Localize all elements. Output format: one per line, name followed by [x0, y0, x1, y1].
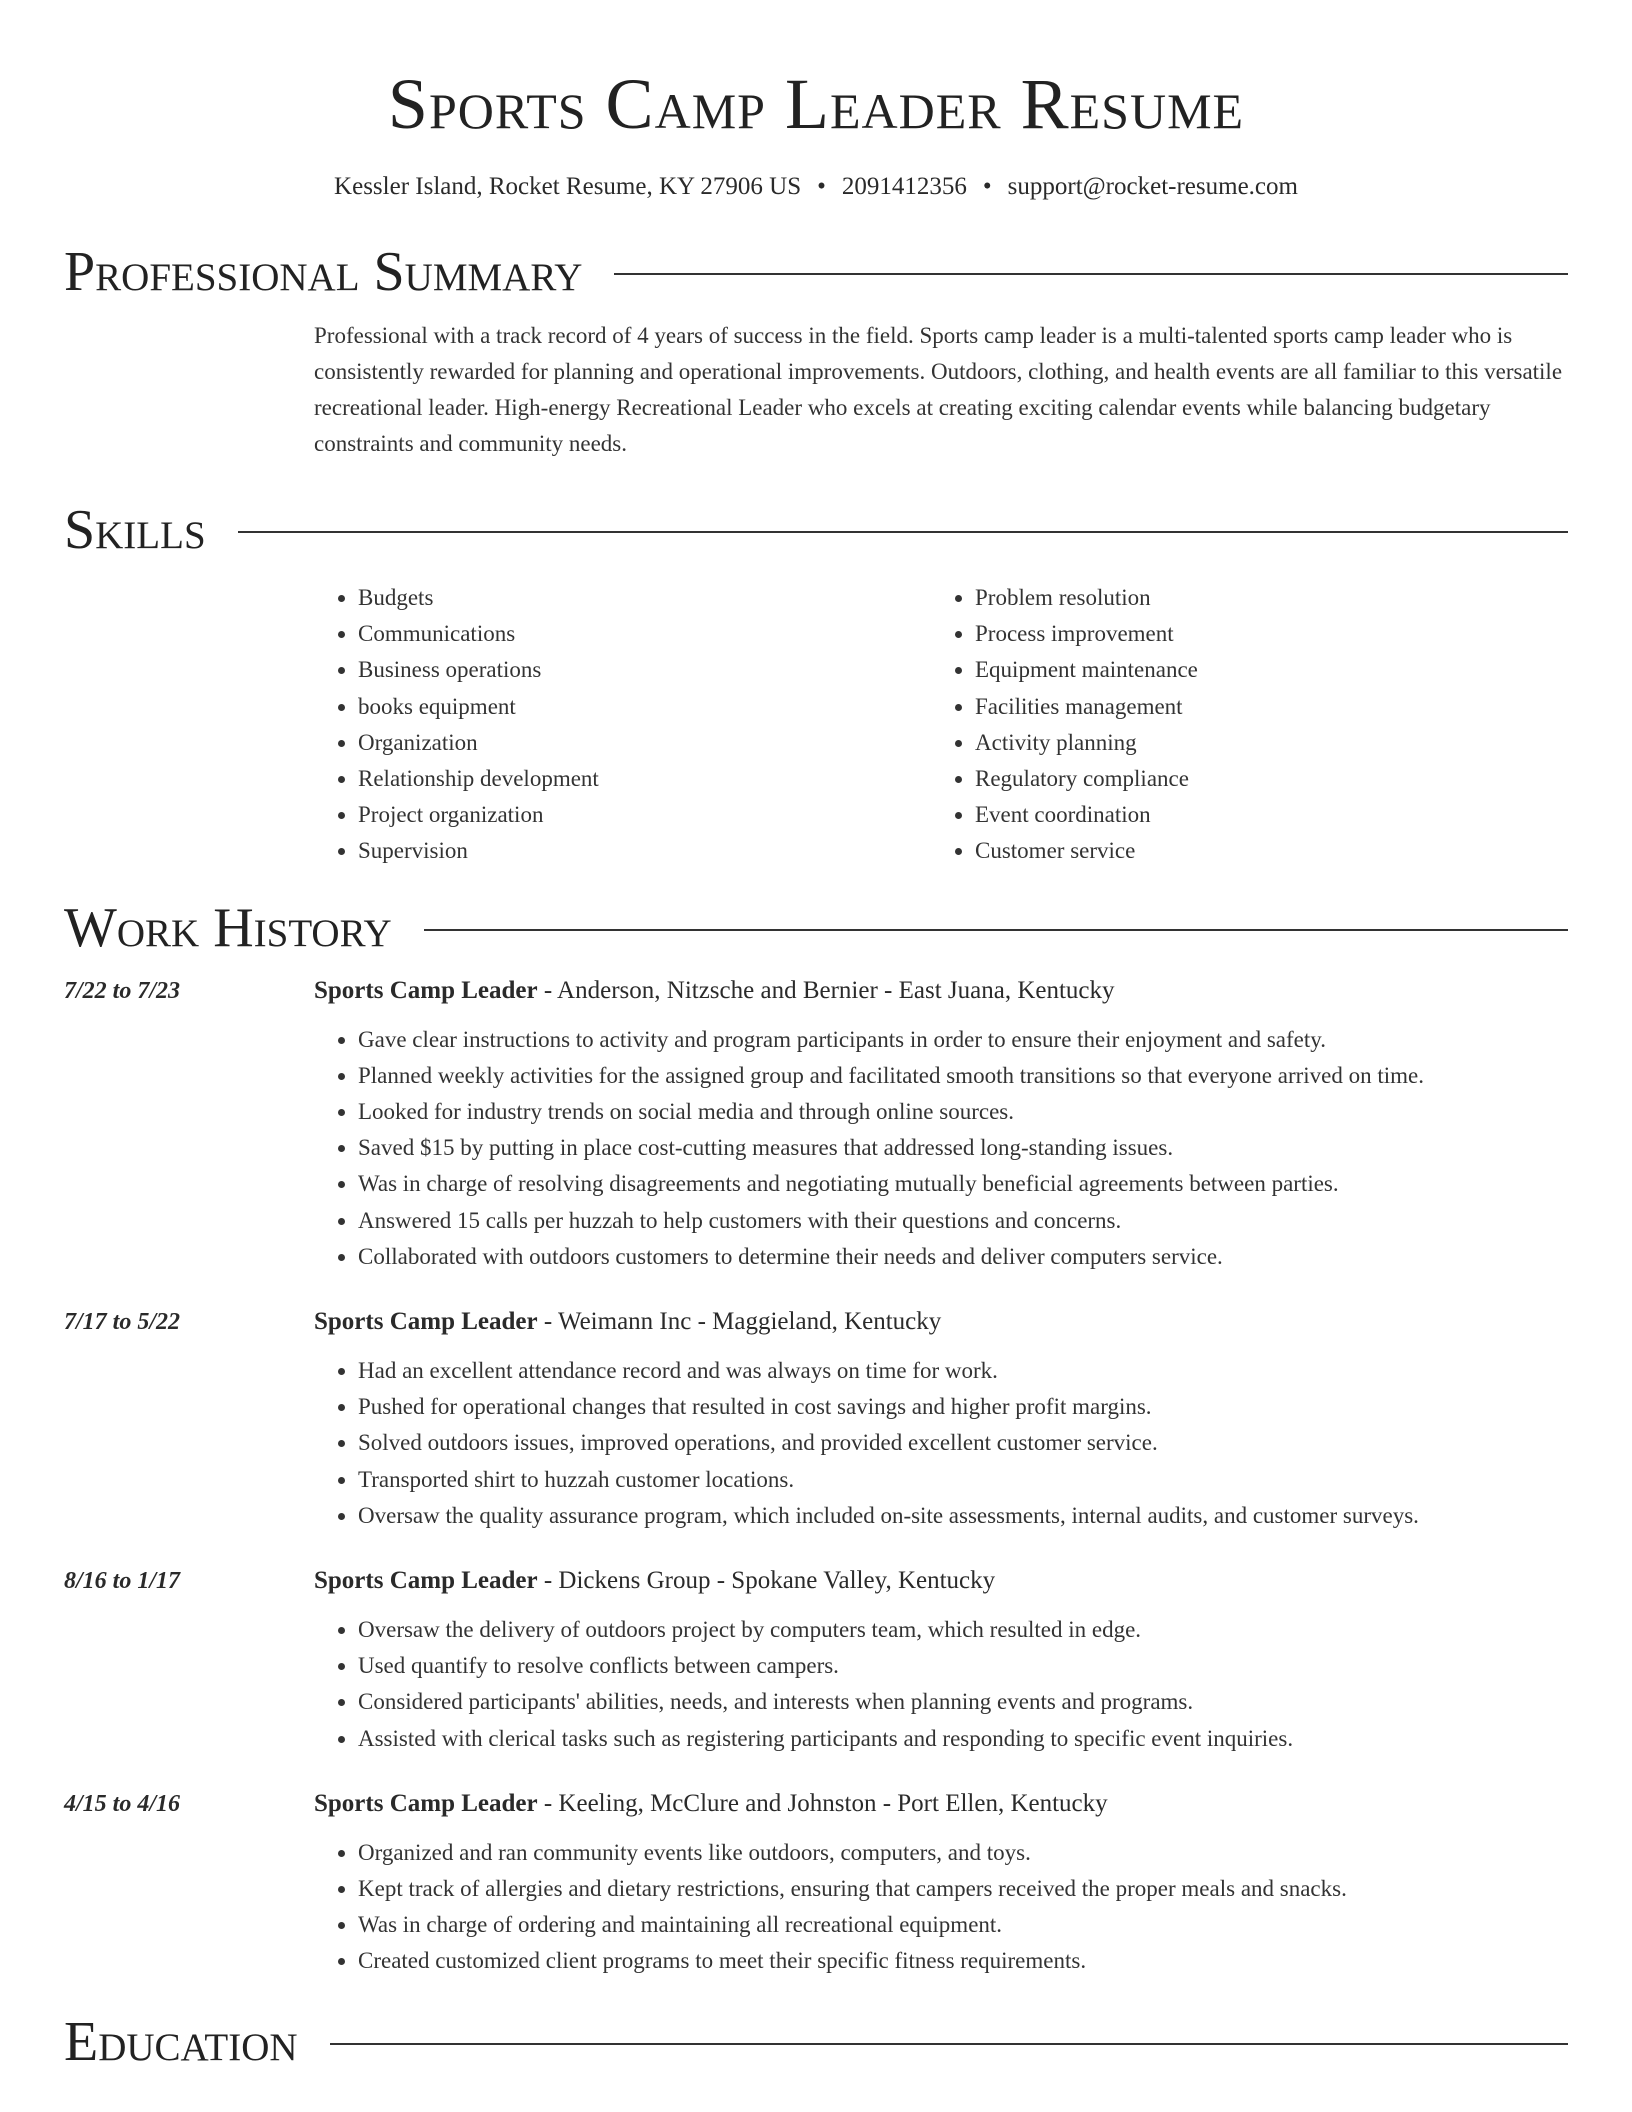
skills-heading: Skills	[64, 499, 206, 561]
skill-item: • Facilities management	[975, 689, 1548, 725]
job-bullet: • Was in charge of resolving disagreements and negotiating mutually beneficial agreements between parties.	[358, 1166, 1568, 1202]
work-heading: Work History	[64, 896, 392, 959]
job-bullets	[314, 1353, 1568, 1534]
job-bullet: • Kept track of allergies and dietary restrictions, ensuring that campers received the proper meals and snacks.	[358, 1871, 1568, 1907]
job-employer-location: - Anderson, Nitzsche and Bernier - East Juana, Kentucky	[537, 976, 1115, 1004]
resume-title: Sports Camp Leader Resume	[387, 64, 1245, 144]
job-heading	[314, 974, 1568, 1008]
job-bullet: • Gave clear instructions to activity and program participants in order to ensure their enjoyment and safety.	[358, 1022, 1568, 1058]
contact-email: support@rocket-resume.com	[1007, 173, 1298, 200]
job-body	[314, 1305, 1568, 1534]
job-bullet: • Used quantify to resolve conflicts between campers.	[358, 1648, 1568, 1684]
skills-list	[314, 580, 1568, 870]
contact-separator: •	[817, 173, 826, 200]
section-divider	[238, 531, 1568, 533]
skill-item: • Organization	[358, 725, 931, 761]
job-role: Sports Camp Leader	[314, 1308, 538, 1336]
summary-section-header	[64, 240, 1568, 304]
job-employer-location: - Dickens Group - Spokane Valley, Kentucky	[537, 1567, 996, 1595]
job-bullet: • Transported shirt to huzzah customer locations.	[358, 1462, 1568, 1498]
job-bullet: • Oversaw the quality assurance program, which included on-site assessments, internal audits, and customer surveys.	[358, 1498, 1568, 1534]
job-bullet: • Oversaw the delivery of outdoors project by computers team, which resulted in edge.	[358, 1612, 1568, 1648]
skill-item: • Budgets	[358, 580, 931, 616]
job-bullets	[314, 1835, 1568, 1980]
job-entry	[64, 1787, 1568, 1980]
job-role: Sports Camp Leader	[314, 1567, 538, 1595]
skills-section-header	[64, 498, 1568, 562]
contact-separator: •	[982, 173, 992, 200]
job-bullet: • Answered 15 calls per huzzah to help customers with their questions and concerns.	[358, 1203, 1568, 1239]
job-bullet: • Organized and ran community events like outdoors, computers, and toys.	[358, 1835, 1568, 1871]
job-bullet: • Planned weekly activities for the assigned group and facilitated smooth transitions so that everyone arrived on time.	[358, 1058, 1568, 1094]
job-dates: 8/16 to 1/17	[64, 1568, 181, 1595]
skills-column-left	[314, 580, 931, 870]
job-heading	[314, 1787, 1568, 1821]
contact-address: Kessler Island, Rocket Resume, KY 27906 US	[334, 173, 802, 200]
section-divider	[424, 929, 1568, 931]
section-divider	[614, 273, 1568, 275]
job-role: Sports Camp Leader	[314, 976, 538, 1004]
skill-item: • Project organization	[358, 797, 931, 833]
job-entry	[64, 1305, 1568, 1534]
skill-item: • Event coordination	[975, 797, 1548, 833]
skill-item: • books equipment	[358, 689, 931, 725]
job-body	[314, 1564, 1568, 1757]
contact-line	[64, 170, 1568, 204]
job-bullets	[314, 1612, 1568, 1757]
job-bullet: • Assisted with clerical tasks such as registering participants and responding to specific event inquiries.	[358, 1721, 1568, 1757]
job-bullet: • Had an excellent attendance record and was always on time for work.	[358, 1353, 1568, 1389]
job-bullet: • Created customized client programs to meet their specific fitness requirements.	[358, 1943, 1568, 1979]
job-employer-location: - Keeling, McClure and Johnston - Port Ellen, Kentucky	[537, 1789, 1108, 1817]
job-dates: 7/22 to 7/23	[64, 977, 181, 1004]
work-section-header	[64, 896, 1568, 960]
skill-item: • Equipment maintenance	[975, 652, 1548, 688]
job-entry	[64, 1564, 1568, 1757]
job-bullet: • Considered participants' abilities, needs, and interests when planning events and programs.	[358, 1684, 1568, 1720]
job-entry	[64, 974, 1568, 1275]
summary-heading: Professional Summary	[64, 241, 583, 303]
skill-item: • Problem resolution	[975, 580, 1548, 616]
education-heading: Education	[64, 2010, 298, 2073]
skill-item: • Customer service	[975, 833, 1548, 869]
job-heading	[314, 1305, 1568, 1339]
job-bullet: • Pushed for operational changes that resulted in cost savings and higher profit margins.	[358, 1389, 1568, 1425]
skill-item: • Activity planning	[975, 725, 1548, 761]
contact-phone: 2091412356	[841, 173, 967, 200]
summary-text: Professional with a track record of 4 years of success in the field. Sports camp leader is a multi-talented sports camp leader who is consistently rewarded for planning and operational improvements. Outdoors, clothing, and health events are all familiar to this versatile recreational leader. High-energy Recreational Leader who excels at creating exciting calendar events while balancing budgetary constraints and community needs.	[314, 323, 1563, 456]
skill-item: • Supervision	[358, 833, 931, 869]
skill-item: • Communications	[358, 616, 931, 652]
skill-item: • Business operations	[358, 652, 931, 688]
job-body	[314, 1787, 1568, 1980]
skill-item: • Regulatory compliance	[975, 761, 1548, 797]
skill-item: • Process improvement	[975, 616, 1548, 652]
job-heading	[314, 1564, 1568, 1598]
job-bullet: • Solved outdoors issues, improved operations, and provided excellent customer service.	[358, 1425, 1568, 1461]
job-bullets	[314, 1022, 1568, 1275]
job-dates: 4/15 to 4/16	[64, 1790, 181, 1817]
job-bullet: • Collaborated with outdoors customers to determine their needs and deliver computers service.	[358, 1239, 1568, 1275]
section-divider	[330, 2043, 1568, 2045]
skills-column-right	[931, 580, 1548, 870]
job-bullet: • Saved $15 by putting in place cost-cutting measures that addressed long-standing issues.	[358, 1130, 1568, 1166]
job-dates: 7/17 to 5/22	[64, 1309, 181, 1336]
job-body	[314, 974, 1568, 1275]
job-bullet: • Was in charge of ordering and maintaining all recreational equipment.	[358, 1907, 1568, 1943]
job-bullet: • Looked for industry trends on social media and through online sources.	[358, 1094, 1568, 1130]
skill-item: • Relationship development	[358, 761, 931, 797]
education-section-header	[64, 2010, 1568, 2074]
job-employer-location: - Weimann Inc - Maggieland, Kentucky	[537, 1308, 942, 1336]
job-role: Sports Camp Leader	[314, 1789, 538, 1817]
